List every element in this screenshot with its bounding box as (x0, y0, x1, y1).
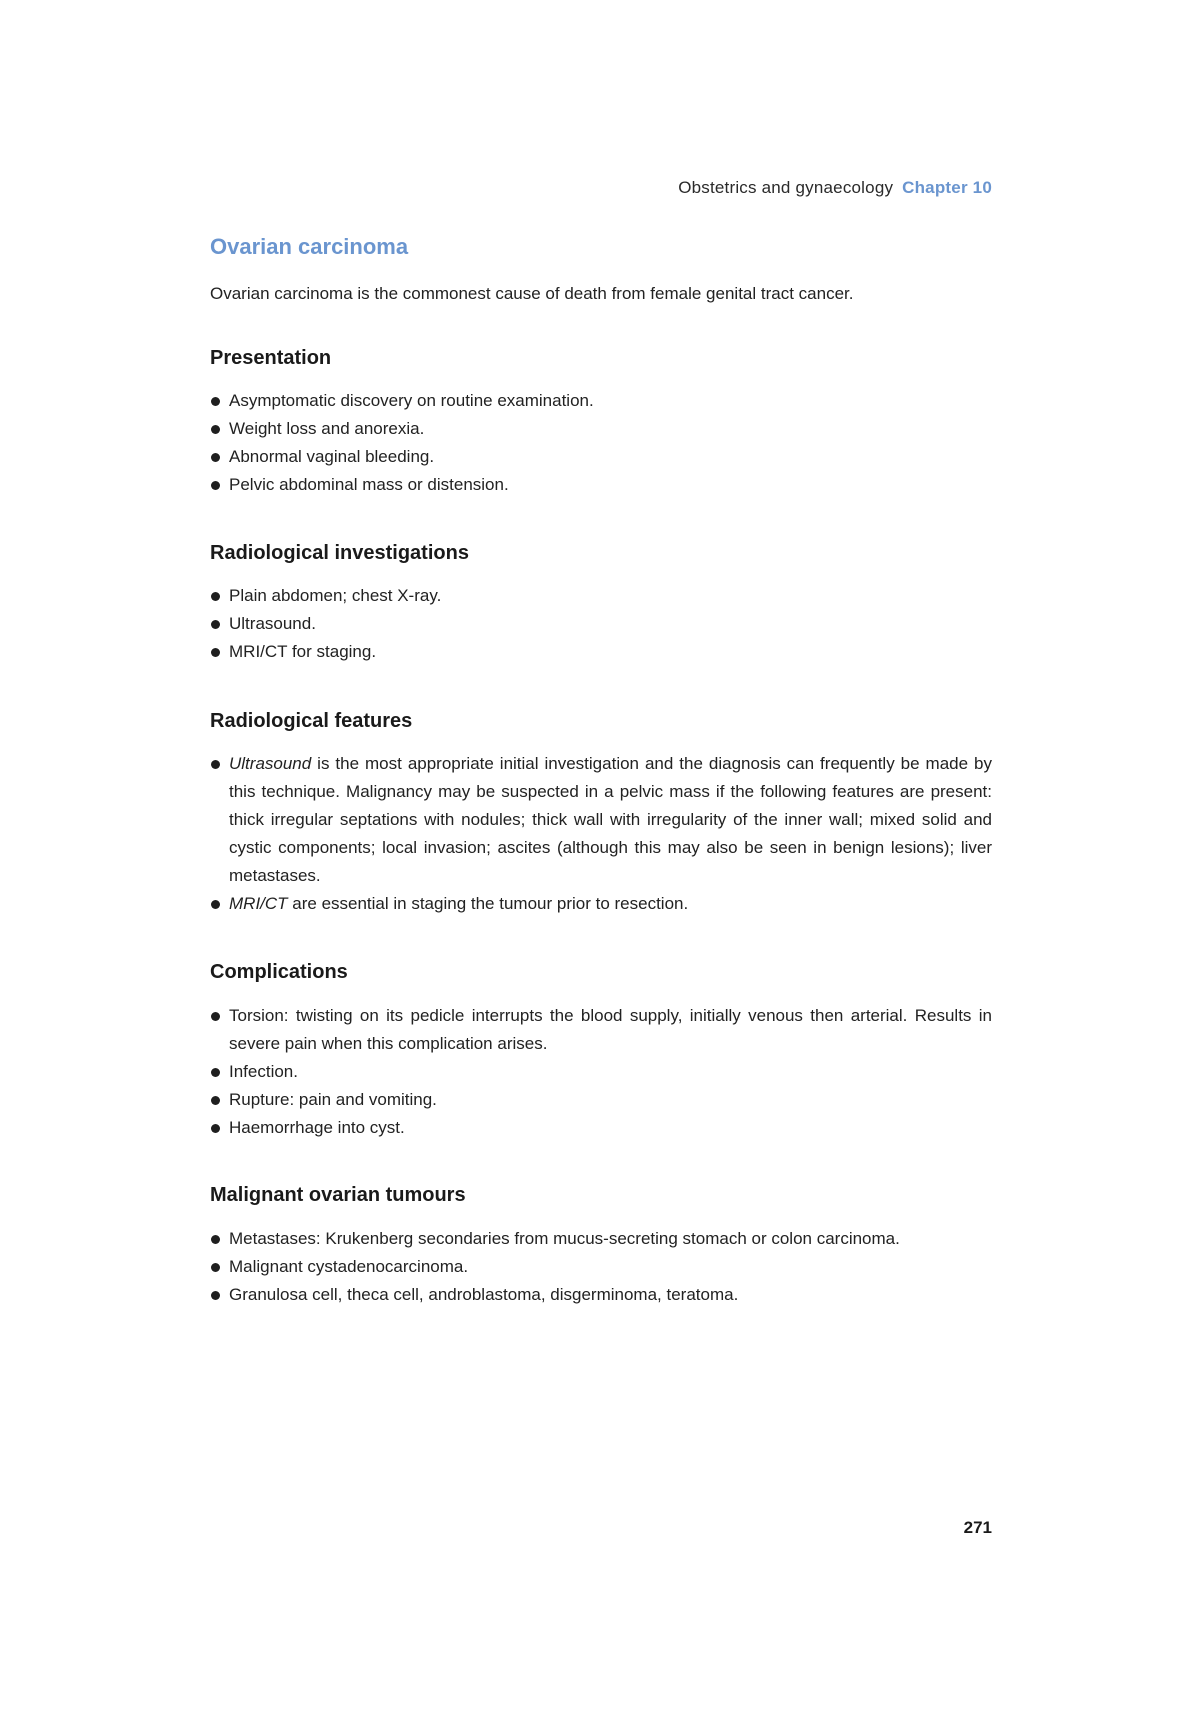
list-item (210, 443, 992, 471)
list-item (210, 1114, 992, 1142)
presentation-list (210, 387, 992, 499)
list-item (210, 387, 992, 415)
list-item (210, 750, 992, 890)
complications-heading: Complications (210, 961, 348, 983)
bullet-icon (211, 397, 220, 406)
list-item-text: Weight loss and anorexia. (229, 419, 425, 438)
list-item (210, 1002, 992, 1058)
list-item-text: Pelvic abdominal mass or distension. (229, 475, 509, 494)
investigations-list (210, 582, 992, 666)
list-item (210, 1281, 992, 1309)
malignant-list (210, 1225, 992, 1309)
bullet-icon (211, 648, 220, 657)
bullet-icon (211, 1235, 220, 1244)
bullet-icon (211, 453, 220, 462)
list-item (210, 890, 992, 918)
bullet-icon (211, 760, 220, 769)
list-item-text: Torsion: twisting on its pedicle interrupts the blood supply, initially venous then arterial. Results in severe pain when this complication arises. (229, 1006, 992, 1053)
list-item-text: Haemorrhage into cyst. (229, 1118, 405, 1137)
list-item (210, 471, 992, 499)
list-item-text: Asymptomatic discovery on routine examination. (229, 391, 594, 410)
investigations-heading: Radiological investigations (210, 542, 469, 564)
features-list (210, 750, 992, 918)
chapter-label: Chapter 10 (902, 178, 992, 197)
bullet-icon (211, 1096, 220, 1105)
bullet-icon (211, 425, 220, 434)
running-head (678, 178, 992, 198)
list-item-text: are essential in staging the tumour prior to resection. (287, 894, 689, 913)
running-title: Obstetrics and gynaecology (678, 178, 894, 197)
list-item-lead: Ultrasound (229, 754, 312, 773)
list-item-text: Abnormal vaginal bleeding. (229, 447, 435, 466)
list-item-lead: MRI/CT (229, 894, 288, 913)
list-item (210, 415, 992, 443)
bullet-icon (211, 1291, 220, 1300)
bullet-icon (211, 1012, 220, 1021)
book-page (210, 0, 992, 1716)
intro-paragraph: Ovarian carcinoma is the commonest cause of death from female genital tract cancer. (210, 284, 854, 303)
bullet-icon (211, 592, 220, 601)
list-item (210, 582, 992, 610)
bullet-icon (211, 620, 220, 629)
list-item (210, 1086, 992, 1114)
complications-list (210, 1002, 992, 1142)
list-item-text: Granulosa cell, theca cell, androblastoma, disgerminoma, teratoma. (229, 1285, 739, 1304)
malignant-heading: Malignant ovarian tumours (210, 1184, 466, 1206)
list-item-text: Rupture: pain and vomiting. (229, 1090, 437, 1109)
bullet-icon (211, 1263, 220, 1272)
bullet-icon (211, 1068, 220, 1077)
bullet-icon (211, 1124, 220, 1133)
list-item-text: is the most appropriate initial investigation and the diagnosis can frequently be made by this technique. Malignancy may be suspected in a pelvic mass if the following features are present: thick irregular septations with nodules; thick wall with irregularity of the inner wall; mixed solid and cystic components; local invasion; ascites (although this may also be seen in benign lesions); liver metastases. (229, 754, 992, 885)
page-number: 271 (963, 1518, 992, 1537)
list-item-text: Metastases: Krukenberg secondaries from mucus-secreting stomach or colon carcinoma. (229, 1229, 900, 1248)
list-item-text: MRI/CT for staging. (229, 642, 377, 661)
bullet-icon (211, 481, 220, 490)
presentation-heading: Presentation (210, 347, 332, 369)
section-title: Ovarian carcinoma (210, 234, 409, 259)
list-item (210, 610, 992, 638)
list-item (210, 1225, 992, 1253)
bullet-icon (211, 900, 220, 909)
list-item (210, 638, 992, 666)
list-item (210, 1253, 992, 1281)
features-heading: Radiological features (210, 710, 413, 732)
list-item-text: Ultrasound. (229, 614, 316, 633)
list-item (210, 1058, 992, 1086)
list-item-text: Malignant cystadenocarcinoma. (229, 1257, 469, 1276)
list-item-text: Infection. (229, 1062, 298, 1081)
list-item-text: Plain abdomen; chest X-ray. (229, 586, 442, 605)
